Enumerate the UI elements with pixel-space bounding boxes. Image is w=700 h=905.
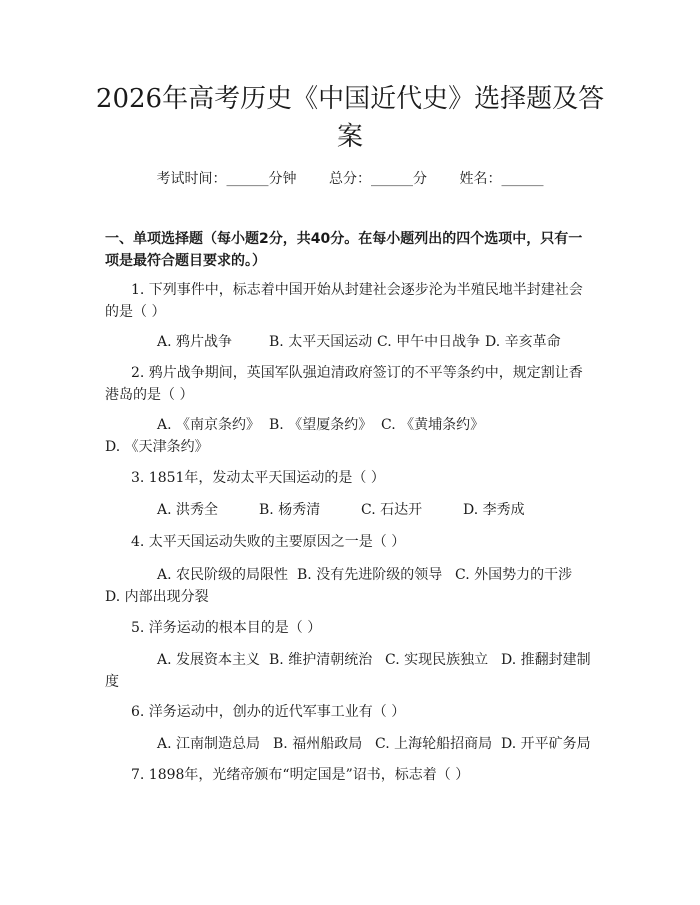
option: B. 《望厦条约》 (269, 417, 373, 433)
student-name: 姓名：______ (459, 171, 544, 187)
option: A. 农民阶级的局限性 (157, 567, 289, 583)
question-options (105, 564, 595, 608)
option: A. 江南制造总局 (157, 736, 261, 752)
option: C. 甲午中日战争 (377, 334, 481, 350)
option: C. 上海轮船招商局 (375, 736, 493, 752)
section-heading: 一、单项选择题（每小题2分，共40分。在每小题列出的四个选项中，只有一项是最符合题目要求的。） (105, 231, 583, 269)
option: B. 太平天国运动 (269, 334, 373, 350)
option: D. 开平矿务局 (501, 736, 591, 752)
option: B. 维护清朝统治 (269, 652, 373, 668)
total-score: 总分：______分 (329, 171, 427, 187)
exam-meta (0, 168, 700, 188)
option: A. 《南京条约》 (157, 417, 261, 433)
question-stem: 1. 下列事件中，标志着中国开始从封建社会逐步沦为半殖民地半封建社会的是（ ） (105, 282, 583, 320)
option: D. 推翻封建制度 (105, 652, 591, 690)
option: A. 洪秀全 (157, 502, 219, 518)
option: B. 没有先进阶级的领导 (297, 567, 443, 583)
question-stem: 3. 1851年，发动太平天国运动的是（ ） (131, 470, 385, 486)
option: C. 石达开 (361, 502, 423, 518)
option: B. 福州船政局 (273, 736, 363, 752)
option: C. 《黄埔条约》 (381, 417, 485, 433)
exam-time: 考试时间：______分钟 (156, 171, 297, 187)
question-stem: 2. 鸦片战争期间，英国军队强迫清政府签订的不平等条约中，规定割让香港岛的是（ ） (105, 365, 583, 403)
option: A. 发展资本主义 (157, 652, 261, 668)
option: D. 内部出现分裂 (105, 589, 209, 605)
question-options (105, 331, 595, 353)
document-title: 2026年高考历史《中国近代史》选择题及答案 (95, 84, 605, 152)
question-options (105, 733, 595, 755)
option: B. 杨秀清 (259, 502, 321, 518)
option: D. 辛亥革命 (485, 334, 561, 350)
question-options (105, 499, 595, 521)
option: D. 《天津条约》 (105, 439, 209, 455)
option: D. 李秀成 (463, 502, 525, 518)
option: C. 外国势力的干涉 (455, 567, 573, 583)
option: A. 鸦片战争 (157, 334, 233, 350)
question-stem: 4. 太平天国运动失败的主要原因之一是（ ） (131, 534, 406, 550)
question-stem: 7. 1898年，光绪帝颁布“明定国是”诏书，标志着（ ） (131, 767, 470, 783)
option: C. 实现民族独立 (385, 652, 489, 668)
question-stem: 6. 洋务运动中，创办的近代军事工业有（ ） (131, 704, 406, 720)
question-options (105, 649, 595, 693)
question-stem: 5. 洋务运动的根本目的是（ ） (131, 620, 322, 636)
question-options (105, 414, 595, 458)
